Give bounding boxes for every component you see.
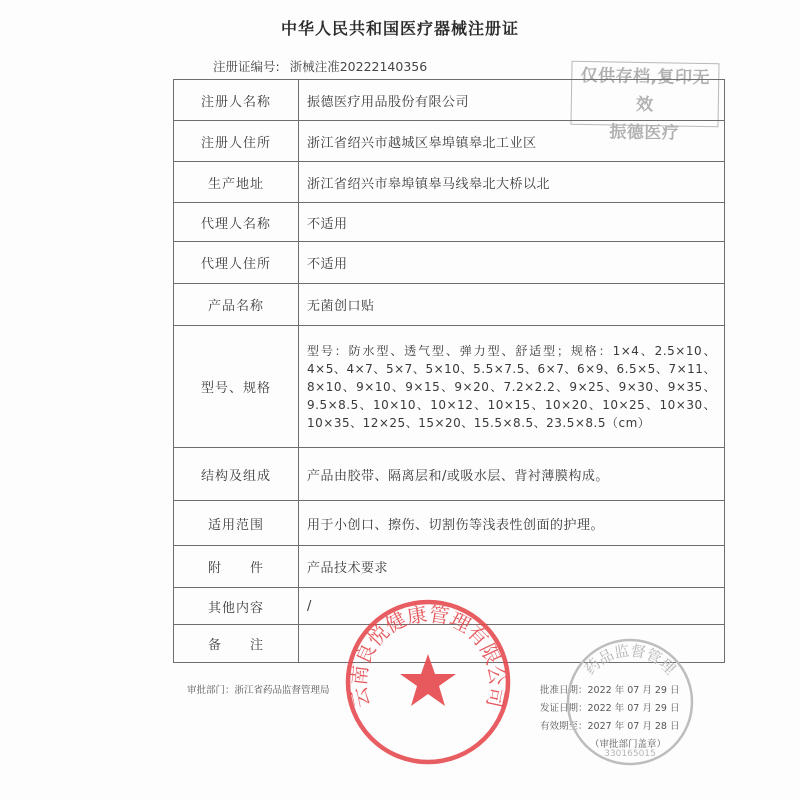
registration-number (213, 57, 427, 75)
field-value: 用于小创口、擦伤、切割伤等浅表性创面的护理。 (299, 501, 725, 546)
authority-seal-code: 330165015 (604, 749, 656, 759)
table-row (174, 242, 725, 284)
authority-seal-text: 药品监督管理 (580, 641, 680, 679)
issue-date: 发证日期：2022 年 07 月 29 日 (540, 703, 680, 714)
company-seal (338, 592, 518, 772)
document-title: 中华人民共和国医疗器械注册证 (280, 19, 519, 38)
table-row (174, 162, 725, 203)
registration-number-value: 浙械注准20222140356 (289, 59, 428, 74)
field-value: 浙江省绍兴市越城区皋埠镇皋北工业区 (299, 121, 725, 162)
expiry-date: 有效期至：2027 年 07 月 28 日 (540, 721, 680, 732)
table-row (174, 80, 725, 121)
field-value: 振德医疗用品股份有限公司 (299, 80, 725, 121)
field-label: 型号、规格 (174, 326, 299, 448)
field-value: 不适用 (299, 203, 725, 242)
field-value: / (299, 588, 725, 625)
table-row (174, 284, 725, 326)
field-label: 其他内容 (174, 588, 299, 625)
table-row (174, 501, 725, 546)
table-row (174, 448, 725, 501)
table-row (174, 546, 725, 588)
field-value: 产品技术要求 (299, 546, 725, 588)
field-label: 代理人名称 (174, 203, 299, 242)
table-row (174, 326, 725, 448)
authority-seal-note: （审批部门盖章） (590, 739, 667, 750)
registration-table (173, 79, 725, 663)
field-label: 生产地址 (174, 162, 299, 203)
archive-stamp-line1: 仅供存档,复印无效 (580, 65, 711, 116)
field-label: 产品名称 (174, 284, 299, 326)
registration-number-label: 注册证编号: (213, 59, 280, 74)
star-icon (400, 654, 456, 706)
field-label: 注册人名称 (174, 80, 299, 121)
field-label: 适用范围 (174, 501, 299, 546)
issuing-authority: 审批部门：浙江省药品监督管理局 (187, 685, 330, 696)
field-label: 附 件 (174, 546, 299, 588)
field-label: 注册人住所 (174, 121, 299, 162)
field-label: 结构及组成 (174, 448, 299, 501)
field-value: 不适用 (299, 242, 725, 284)
field-label: 代理人住所 (174, 242, 299, 284)
field-value: 浙江省绍兴市皋埠镇皋马线皋北大桥以北 (299, 162, 725, 203)
field-value: 无菌创口贴 (299, 284, 725, 326)
field-label: 备 注 (174, 625, 299, 663)
table-row (174, 121, 725, 162)
company-seal-text: 云南良悦健康管理有限公司 (346, 601, 510, 710)
field-value: 产品由胶带、隔离层和/或吸水层、背衬薄膜构成。 (299, 448, 725, 501)
authority-seal (560, 632, 700, 772)
field-value: 型号：防水型、透气型、弹力型、舒适型；规格：1×4、2.5×10、4×5、4×7、5×7、5×10、5.5×7.5、6×7、6×9、6.5×5、7×11、8×10、9×10、9×15、9×20、7.2×2.2、9×25、9×30、9×35、9.5×8.5、10×10、10×12、10×15、10×20、10×25、10×30、10×35、12×25、15×20、15.5×8.5、23.5×8.5（cm） (299, 326, 725, 448)
archive-stamp-line2: 振德医疗 (609, 122, 680, 144)
table-row (174, 203, 725, 242)
approval-date: 批准日期：2022 年 07 月 29 日 (540, 685, 680, 696)
